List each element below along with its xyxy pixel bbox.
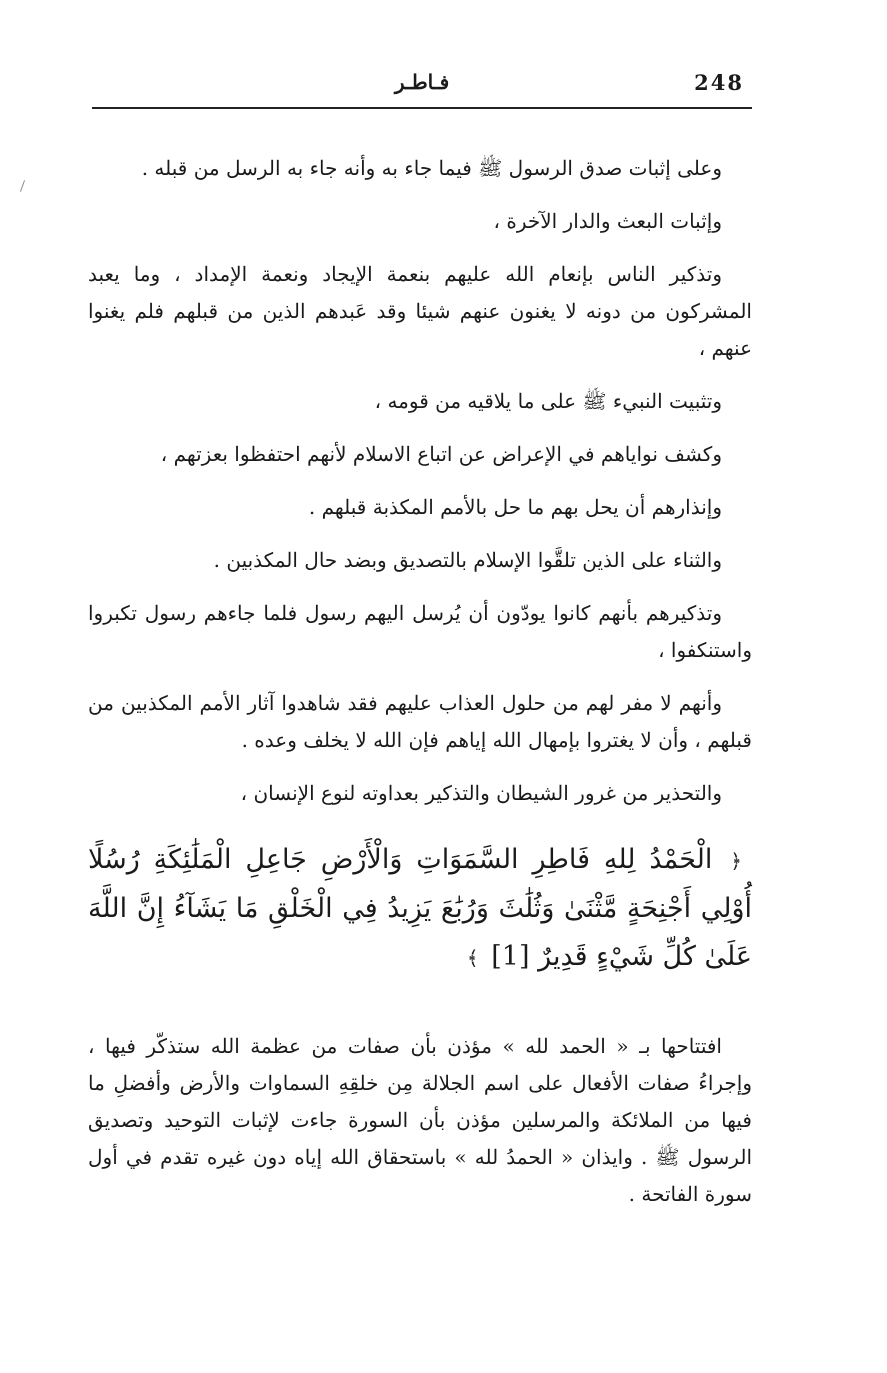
verse-number: [1]: [491, 941, 530, 972]
paragraph-6: وإنذارهم أن يحل بهم ما حل بالأمم المكذبة قبلهم .: [308, 495, 722, 519]
verse-open-ornament: ﴿: [730, 849, 742, 873]
verse-text: الْحَمْدُ لِلهِ فَاطِرِ السَّمَوَاتِ وَالْأَرْضِ جَاعِلِ الْمَلَٰئِكَةِ رُسُلًا أُوْلِي أَجْنِحَةٍ مَّثْنَىٰ وَثُلَٰثَ وَرُبَٰعَ يَزِيدُ فِي الْخَلْقِ مَا يَشَآءُ إِنَّ اللَّهَ عَلَىٰ كُلِّ شَيْءٍ قَدِيرٌ: [88, 844, 752, 972]
paragraph-7: والثناء على الذين تلقَّوا الإسلام بالتصديق وبضد حال المكذبين .: [213, 548, 722, 572]
paragraph-4: وتثبيت النبيء ﷺ على ما يلاقيه من قومه ،: [374, 389, 722, 413]
paragraph-1: وعلى إثبات صدق الرسول ﷺ فيما جاء به وأنه جاء به الرسل من قبله .: [141, 156, 722, 180]
paragraph-2: وإثبات البعث والدار الآخرة ،: [493, 209, 722, 233]
quran-verse: [88, 836, 752, 982]
paragraph-5: وكشف نواياهم في الإعراض عن اتباع الاسلام لأنهم احتفظوا بعزتهم ،: [160, 442, 722, 466]
page-number: 248: [694, 70, 744, 95]
paragraph-8: وتذكيرهم بأنهم كانوا يودّون أن يُرسل اليهم رسول فلما جاءهم رسول تكبروا واستنكفوا ،: [88, 601, 752, 662]
running-title: فـاطـر: [394, 70, 450, 94]
body-text: [88, 150, 752, 1229]
paragraph-10: والتحذير من غرور الشيطان والتذكير بعداوته لنوع الإنسان ،: [240, 781, 722, 805]
paragraph-3: وتذكير الناس بإنعام الله عليهم بنعمة الإيجاد ونعمة الإمداد ، وما يعبد المشركون من دونه لا يغنون عنهم شيئا وقد عَبدهم الذين من قبلهم فلم يغنوا عنهم ،: [88, 262, 752, 360]
scan-mark: [20, 180, 25, 192]
paragraph-9: وأنهم لا مفر لهم من حلول العذاب عليهم فقد شاهدوا آثار الأمم المكذبين من قبلهم ، وأن لا يغتروا بإمهال الله إياهم فإن الله لا يخلف وعده .: [88, 691, 752, 752]
header-rule: [92, 107, 752, 109]
page-header: [92, 70, 752, 104]
verse-close-ornament: ﴾: [466, 946, 479, 970]
commentary-paragraph: افتتاحها بـ « الحمد لله » مؤذن بأن صفات من عظمة الله ستذكّر فيها ، وإجراءُ صفات الأفعال على اسم الجلالة مِن خلقِهِ السماوات والأرض وأفضلِ ما فيها من الملائكة والمرسلين مؤذن بأن السورة جاءت لإثبات التوحيد وتصديق الرسول ﷺ . وايذان « الحمدُ لله » باستحقاق الله إياه دون غيره تقدم في أول سورة الفاتحة .: [88, 1034, 752, 1206]
